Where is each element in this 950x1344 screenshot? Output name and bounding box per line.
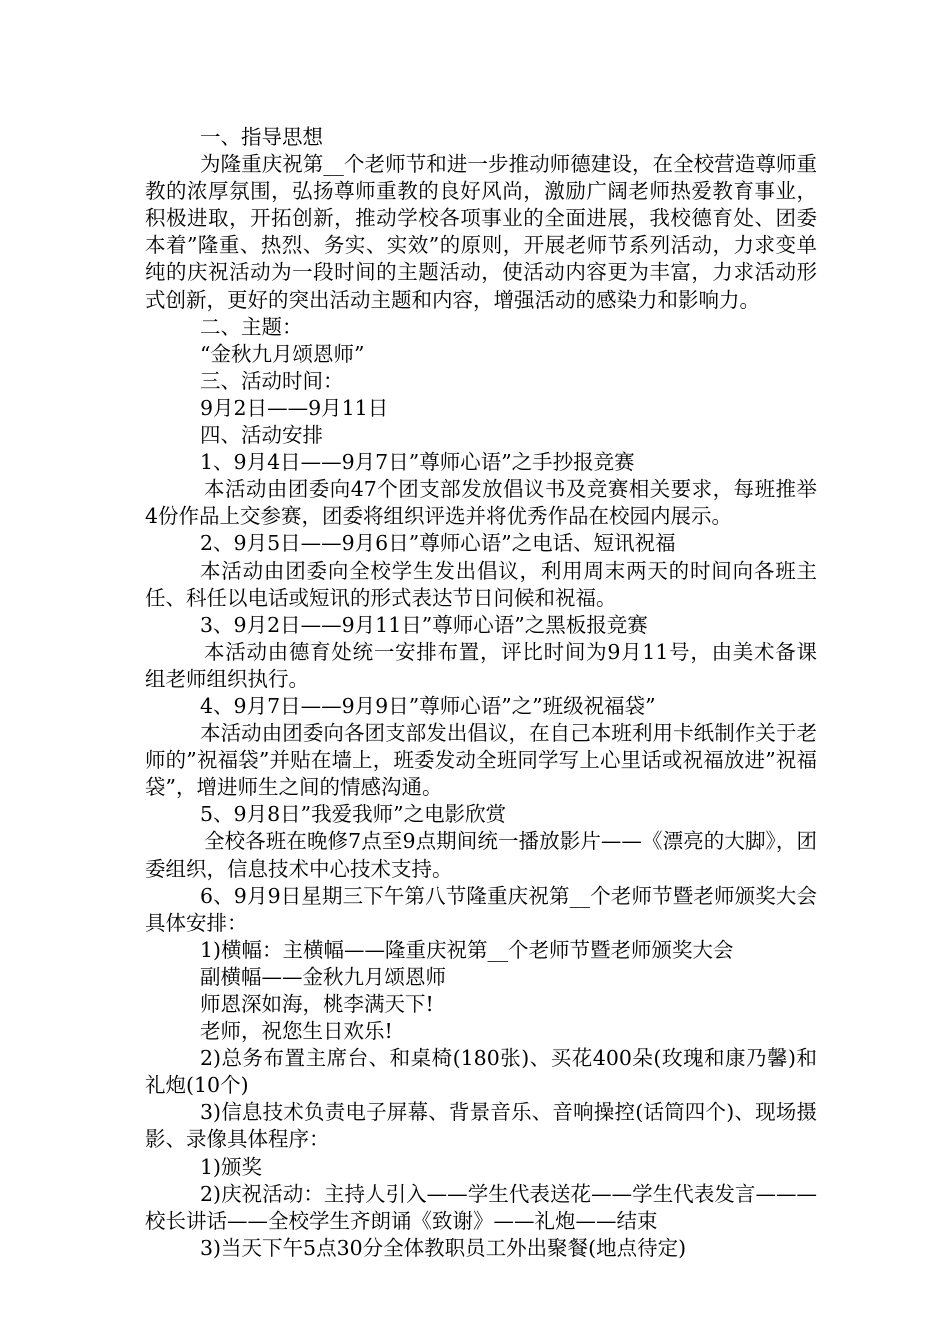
activity-2-description: 本活动由团委向全校学生发出倡议，利用周末两天的时间向各班主任、科任以电话或短讯的形式表达节日问候和祝福。: [145, 558, 817, 610]
procedure-awards: 1)颁奖: [200, 1154, 263, 1179]
activity-1-title: 1、9月4日——9月7日”尊师心语”之手抄报竞赛: [200, 450, 635, 475]
arrangement-general-affairs: 2)总务布置主席台、和桌椅(180张)、买花400朵(玫瑰和康乃馨)和礼炮(10个): [145, 1046, 817, 1098]
heading-theme: 二、主题：: [200, 314, 303, 339]
activity-3-title: 3、9月2日——9月11日”尊师心语”之黑板报竞赛: [200, 612, 648, 637]
document-body: [145, 124, 817, 1262]
procedure-dinner: 3)当天下午5点30分全体教职员工外出聚餐(地点待定): [200, 1235, 687, 1260]
arrangement-banner-line-2: 老师，祝您生日欢乐!: [200, 1019, 393, 1044]
arrangement-banner-main: 1)横幅：主横幅——隆重庆祝第__个老师节暨老师颁奖大会: [200, 937, 734, 962]
theme-text: “金秋九月颂恩师”: [200, 341, 365, 366]
activity-6-title: 6、9月9日星期三下午第八节隆重庆祝第__个老师节暨老师颁奖大会具体安排：: [145, 883, 817, 935]
arrangement-banner-sub: 副横幅——金秋九月颂恩师: [200, 964, 446, 989]
activity-5-description: 全校各班在晚修7点至9点期间统一播放影片——《漂亮的大脚》，团委组织，信息技术中心技术支持。: [145, 829, 817, 881]
arrangement-banner-line-1: 师恩深如海，桃李满天下!: [200, 992, 434, 1016]
heading-guiding-thought: 一、指导思想: [200, 125, 323, 149]
activity-1-description: 本活动由团委向47个团支部发放倡议书及竞赛相关要求，每班推举4份作品上交参赛，团委将组织评选并将优秀作品在校园内展示。: [145, 477, 817, 529]
paragraph-guiding-thought: 为隆重庆祝第__个老师节和进一步推动师德建设，在全校营造尊师重教的浓厚氛围，弘扬尊师重教的良好风尚，激励广阔老师热爱教育事业，积极进取，开拓创新，推动学校各项事业的全面进展，我校德育处、团委本着”隆重、热烈、务实、实效”的原则，开展老师节系列活动，力求变单纯的庆祝活动为一段时间的主题活动，使活动内容更为丰富，力求活动形式创新，更好的突出活动主题和内容，增强活动的感染力和影响力。: [145, 152, 817, 312]
procedure-celebration: 2)庆祝活动：主持人引入——学生代表送花——学生代表发言———校长讲话——全校学生齐朗诵《致谢》——礼炮——结束: [145, 1181, 817, 1233]
activity-4-description: 本活动由团委向各团支部发出倡议，在自己本班利用卡纸制作关于老师的”祝福袋”并贴在墙上，班委发动全班同学写上心里话或祝福放进”祝福袋”，增进师生之间的情感沟通。: [145, 721, 817, 800]
arrangement-it-dept: 3)信息技术负责电子屏幕、背景音乐、音响操控(话筒四个)、现场摄影、录像具体程序：: [145, 1100, 817, 1152]
heading-activity-time: 三、活动时间：: [200, 368, 344, 393]
activity-3-description: 本活动由德育处统一安排布置，评比时间为9月11号，由美术备课组老师组织执行。: [145, 639, 817, 691]
heading-activity-arrangement: 四、活动安排: [200, 423, 323, 448]
activity-time-text: 9月2日——9月11日: [200, 395, 389, 420]
activity-2-title: 2、9月5日——9月6日”尊师心语”之电话、短讯祝福: [200, 531, 676, 556]
activity-4-title: 4、9月7日——9月9日”尊师心语”之”班级祝福袋”: [200, 693, 656, 718]
activity-5-title: 5、9月8日”我爱我师”之电影欣赏: [200, 802, 507, 827]
